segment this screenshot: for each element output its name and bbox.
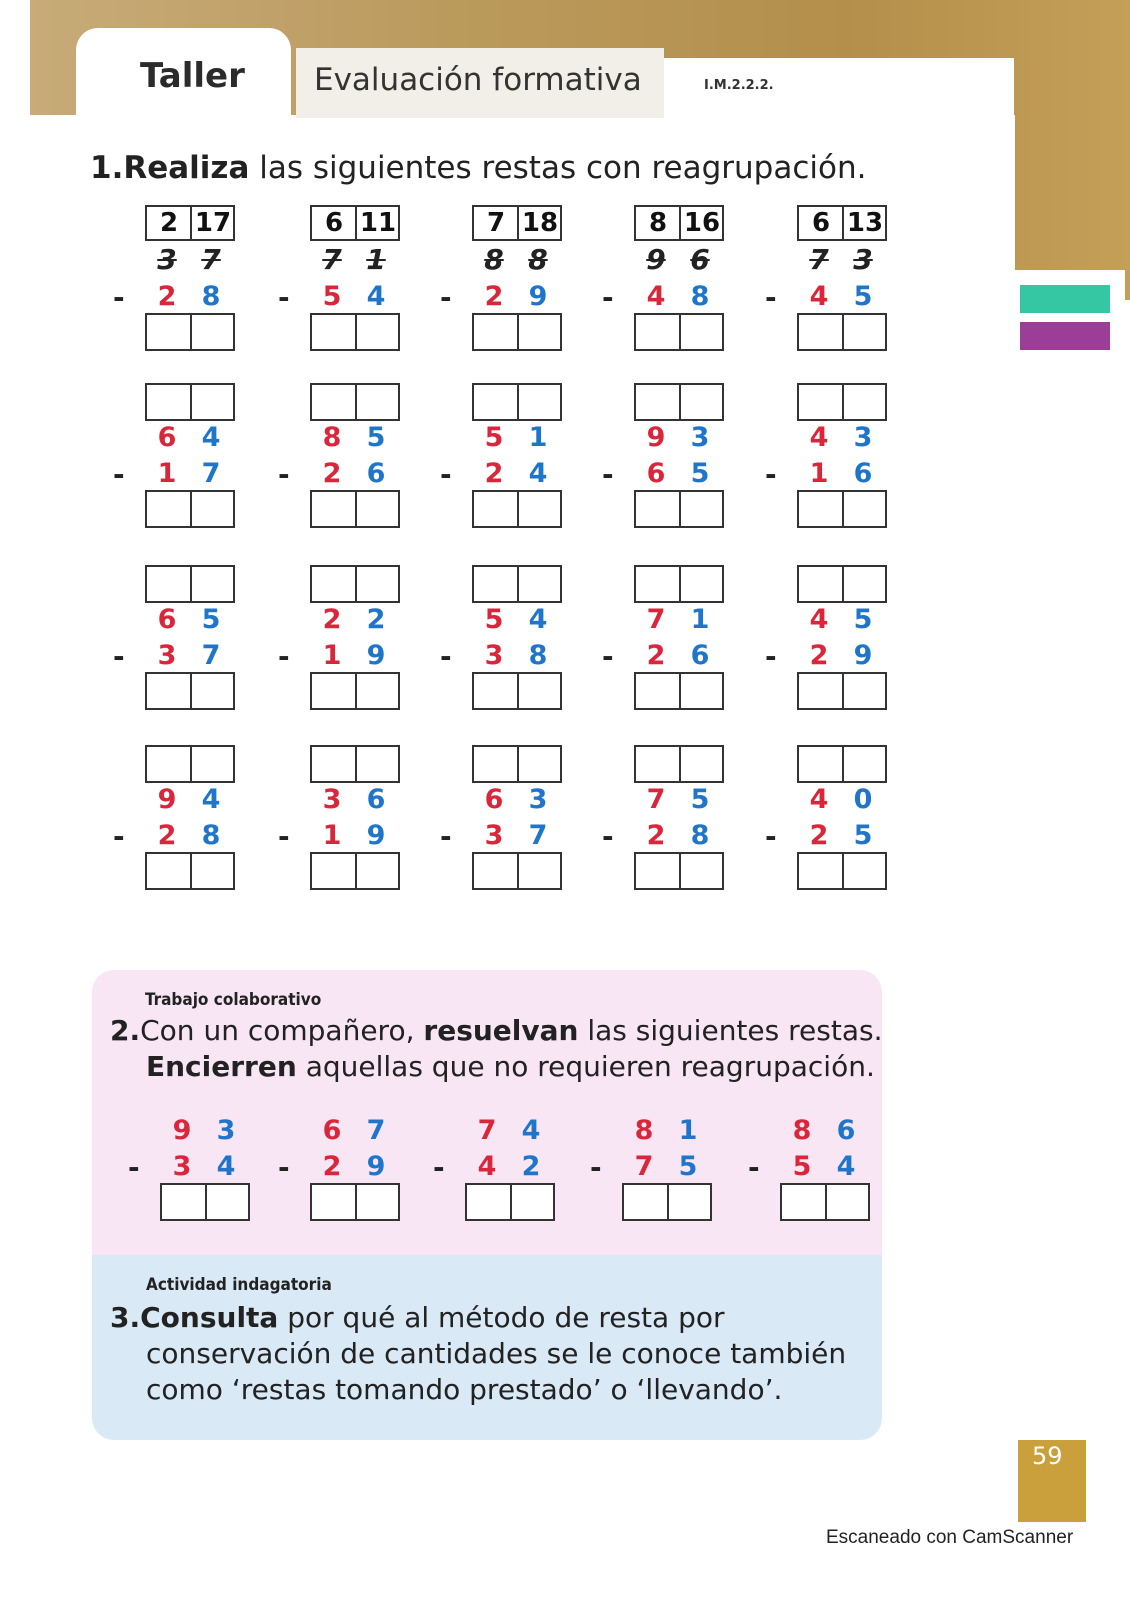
minuend-tens: 2 [322, 604, 342, 635]
problem-row2-3 [602, 380, 724, 530]
subtrahend-ones: 9 [366, 1151, 386, 1182]
minuend-tens: 6 [484, 784, 504, 815]
section2-label: Trabajo colaborativo [145, 990, 322, 1010]
problem-row3-0 [113, 562, 235, 712]
minuend-tens: 8 [792, 1115, 812, 1146]
problem-row4-1 [278, 742, 400, 892]
tab-taller-label: Taller [140, 56, 245, 96]
minuend-ones: 6 [836, 1115, 856, 1146]
minuend-tens: 6 [157, 604, 177, 635]
side-tab-teal [1020, 285, 1110, 313]
subtrahend-tens: 2 [646, 640, 666, 671]
struck-tens: 9 [646, 243, 666, 276]
regroup-ones: 13 [846, 208, 884, 238]
struck-ones: 1 [366, 243, 386, 276]
answer-box[interactable] [797, 313, 887, 351]
scanner-footer: Escaneado con CamScanner [826, 1527, 1074, 1548]
subtrahend-ones: 8 [690, 281, 710, 312]
minuend-ones: 3 [528, 784, 548, 815]
minuend-tens: 9 [172, 1115, 192, 1146]
struck-tens: 7 [322, 243, 342, 276]
minuend-tens: 4 [809, 422, 829, 453]
answer-box[interactable] [310, 1183, 400, 1221]
problem-s2-3 [590, 1115, 712, 1265]
regroup-tens: 2 [159, 208, 179, 238]
struck-ones: 7 [201, 243, 221, 276]
regroup-box [472, 205, 562, 241]
minuend-ones: 3 [853, 422, 873, 453]
problem-row3-3 [602, 562, 724, 712]
subtrahend-ones: 7 [201, 458, 221, 489]
subtrahend-tens: 3 [484, 640, 504, 671]
answer-regroup-box[interactable] [310, 383, 400, 421]
subtrahend-ones: 7 [201, 640, 221, 671]
minuend-ones: 3 [216, 1115, 236, 1146]
answer-regroup-box[interactable] [310, 565, 400, 603]
answer-box[interactable] [634, 852, 724, 890]
answer-regroup-box[interactable] [472, 745, 562, 783]
answer-regroup-box[interactable] [145, 383, 235, 421]
answer-box[interactable] [310, 672, 400, 710]
subtrahend-tens: 3 [157, 640, 177, 671]
subtrahend-tens: 1 [809, 458, 829, 489]
subtrahend-ones: 8 [528, 640, 548, 671]
minuend-ones: 2 [366, 604, 386, 635]
problem-s2-2 [433, 1115, 555, 1265]
subtrahend-tens: 2 [322, 1151, 342, 1182]
minuend-tens: 6 [322, 1115, 342, 1146]
minus-sign: - [590, 1151, 602, 1184]
struck-ones: 8 [528, 243, 548, 276]
regroup-box [797, 205, 887, 241]
section2-line1 [110, 1013, 882, 1049]
minuend-tens: 6 [157, 422, 177, 453]
minus-sign: - [765, 281, 777, 314]
minus-sign: - [278, 1151, 290, 1184]
problem-r1-3 [602, 205, 724, 355]
subtrahend-tens: 2 [484, 281, 504, 312]
struck-ones: 6 [690, 243, 710, 276]
answer-box[interactable] [145, 852, 235, 890]
subtrahend-tens: 2 [484, 458, 504, 489]
subtrahend-tens: 5 [792, 1151, 812, 1182]
subtrahend-tens: 1 [322, 640, 342, 671]
minuend-tens: 4 [809, 784, 829, 815]
subtrahend-ones: 9 [366, 820, 386, 851]
subtrahend-ones: 5 [853, 281, 873, 312]
minus-sign: - [602, 281, 614, 314]
minuend-tens: 4 [809, 604, 829, 635]
regroup-ones: 16 [683, 208, 721, 238]
subtrahend-tens: 5 [322, 281, 342, 312]
problem-row2-2 [440, 380, 562, 530]
subtrahend-tens: 2 [322, 458, 342, 489]
section1-title-bold: Realiza [123, 150, 250, 186]
problem-r1-2 [440, 205, 562, 355]
problem-s2-1 [278, 1115, 400, 1265]
minuend-ones: 0 [853, 784, 873, 815]
subtrahend-ones: 7 [528, 820, 548, 851]
section2-line2-bold: Encierren [146, 1050, 297, 1083]
minuend-tens: 5 [484, 604, 504, 635]
minus-sign: - [440, 820, 452, 853]
answer-box[interactable] [472, 852, 562, 890]
minus-sign: - [765, 820, 777, 853]
answer-box[interactable] [310, 313, 400, 351]
minuend-ones: 4 [521, 1115, 541, 1146]
answer-box[interactable] [472, 672, 562, 710]
subtrahend-ones: 5 [690, 458, 710, 489]
minuend-ones: 5 [201, 604, 221, 635]
subtrahend-ones: 6 [853, 458, 873, 489]
minus-sign: - [440, 458, 452, 491]
subtrahend-ones: 9 [528, 281, 548, 312]
section2-line1-pre: Con un compañero, [140, 1014, 424, 1047]
minuend-tens: 3 [322, 784, 342, 815]
struck-tens: 7 [809, 243, 829, 276]
problem-s2-0 [128, 1115, 250, 1265]
problem-r1-1 [278, 205, 400, 355]
problem-r1-4 [765, 205, 887, 355]
answer-box[interactable] [145, 490, 235, 528]
minuend-tens: 5 [484, 422, 504, 453]
subtrahend-ones: 6 [690, 640, 710, 671]
minus-sign: - [602, 458, 614, 491]
answer-regroup-box[interactable] [797, 565, 887, 603]
minus-sign: - [278, 281, 290, 314]
minus-sign: - [278, 640, 290, 673]
subtrahend-tens: 2 [809, 640, 829, 671]
minus-sign: - [602, 820, 614, 853]
answer-box[interactable] [797, 490, 887, 528]
minus-sign: - [765, 640, 777, 673]
subtrahend-tens: 4 [477, 1151, 497, 1182]
minuend-ones: 5 [366, 422, 386, 453]
subtrahend-ones: 6 [366, 458, 386, 489]
answer-regroup-box[interactable] [145, 745, 235, 783]
answer-box[interactable] [310, 852, 400, 890]
subtrahend-ones: 2 [521, 1151, 541, 1182]
minuend-tens: 7 [646, 784, 666, 815]
skill-code-label: I.M.2.2.2. [704, 78, 774, 93]
section3-label: Actividad indagatoria [146, 1275, 332, 1295]
answer-regroup-box[interactable] [472, 383, 562, 421]
minuend-ones: 5 [690, 784, 710, 815]
subtrahend-tens: 4 [809, 281, 829, 312]
subtrahend-tens: 3 [172, 1151, 192, 1182]
minuend-tens: 9 [157, 784, 177, 815]
section2-line2 [146, 1049, 875, 1085]
minuend-ones: 1 [690, 604, 710, 635]
subtrahend-ones: 4 [836, 1151, 856, 1182]
subtrahend-tens: 4 [646, 281, 666, 312]
subtrahend-ones: 4 [528, 458, 548, 489]
answer-box[interactable] [472, 490, 562, 528]
answer-box[interactable] [160, 1183, 250, 1221]
minus-sign: - [440, 281, 452, 314]
section1-title [90, 150, 866, 186]
problem-r1-0 [113, 205, 235, 355]
subtrahend-tens: 6 [646, 458, 666, 489]
problem-row2-0 [113, 380, 235, 530]
section2-line2-post: aquellas que no requieren reagrupación. [296, 1050, 875, 1083]
problem-s2-4 [748, 1115, 870, 1265]
subtrahend-ones: 8 [201, 820, 221, 851]
answer-regroup-box[interactable] [797, 383, 887, 421]
minuend-ones: 4 [201, 784, 221, 815]
subtrahend-tens: 1 [322, 820, 342, 851]
minuend-ones: 1 [678, 1115, 698, 1146]
struck-tens: 8 [484, 243, 504, 276]
answer-box[interactable] [145, 313, 235, 351]
minus-sign: - [765, 458, 777, 491]
answer-box[interactable] [797, 852, 887, 890]
tab-evaluacion-label: Evaluación formativa [314, 62, 642, 98]
tab-evaluacion [296, 48, 664, 118]
regroup-box [310, 205, 400, 241]
section3-number: 3. [110, 1301, 141, 1334]
minus-sign: - [128, 1151, 140, 1184]
page-number: 59 [1032, 1442, 1063, 1470]
regroup-box [145, 205, 235, 241]
answer-box[interactable] [465, 1183, 555, 1221]
minus-sign: - [113, 820, 125, 853]
subtrahend-ones: 8 [201, 281, 221, 312]
problem-row3-4 [765, 562, 887, 712]
minus-sign: - [433, 1151, 445, 1184]
section1-title-rest: las siguientes restas con reagrupación. [249, 150, 867, 186]
subtrahend-ones: 9 [366, 640, 386, 671]
answer-box[interactable] [797, 672, 887, 710]
minuend-tens: 7 [646, 604, 666, 635]
problem-row2-1 [278, 380, 400, 530]
subtrahend-tens: 2 [157, 820, 177, 851]
minus-sign: - [278, 458, 290, 491]
tab-taller [76, 28, 291, 128]
regroup-tens: 6 [324, 208, 344, 238]
answer-box[interactable] [780, 1183, 870, 1221]
problem-row4-0 [113, 742, 235, 892]
answer-regroup-box[interactable] [145, 565, 235, 603]
page-margin-right [1015, 270, 1125, 1600]
subtrahend-ones: 5 [853, 820, 873, 851]
regroup-ones: 17 [194, 208, 232, 238]
side-tab-purple [1020, 322, 1110, 350]
answer-regroup-box[interactable] [472, 565, 562, 603]
regroup-tens: 8 [648, 208, 668, 238]
subtrahend-tens: 2 [809, 820, 829, 851]
minus-sign: - [602, 640, 614, 673]
minuend-ones: 3 [690, 422, 710, 453]
section3-line2: conservación de cantidades se le conoce también [146, 1337, 847, 1370]
section2-line1-bold: resuelvan [423, 1014, 579, 1047]
subtrahend-tens: 1 [157, 458, 177, 489]
minuend-tens: 9 [646, 422, 666, 453]
minus-sign: - [440, 640, 452, 673]
regroup-tens: 7 [486, 208, 506, 238]
regroup-ones: 18 [521, 208, 559, 238]
problem-row3-1 [278, 562, 400, 712]
minuend-ones: 4 [201, 422, 221, 453]
problem-row4-3 [602, 742, 724, 892]
section3-line1-rest: por qué al método de resta por [278, 1301, 725, 1334]
answer-box[interactable] [472, 313, 562, 351]
minus-sign: - [278, 820, 290, 853]
answer-box[interactable] [634, 490, 724, 528]
answer-regroup-box[interactable] [797, 745, 887, 783]
subtrahend-ones: 9 [853, 640, 873, 671]
minuend-tens: 8 [322, 422, 342, 453]
subtrahend-tens: 2 [157, 281, 177, 312]
subtrahend-tens: 2 [646, 820, 666, 851]
subtrahend-ones: 4 [216, 1151, 236, 1182]
regroup-box [634, 205, 724, 241]
subtrahend-ones: 5 [678, 1151, 698, 1182]
answer-regroup-box[interactable] [310, 745, 400, 783]
subtrahend-ones: 8 [690, 820, 710, 851]
answer-box[interactable] [145, 672, 235, 710]
page-margin-left [0, 0, 30, 1600]
minuend-ones: 5 [853, 604, 873, 635]
answer-regroup-box[interactable] [634, 383, 724, 421]
skill-code [664, 58, 1014, 118]
section3-line1 [110, 1300, 725, 1336]
answer-box[interactable] [622, 1183, 712, 1221]
regroup-ones: 11 [359, 208, 397, 238]
minuend-ones: 1 [528, 422, 548, 453]
section1-number: 1. [90, 150, 124, 186]
minus-sign: - [113, 640, 125, 673]
minuend-tens: 7 [477, 1115, 497, 1146]
subtrahend-tens: 3 [484, 820, 504, 851]
minuend-tens: 8 [634, 1115, 654, 1146]
minus-sign: - [113, 281, 125, 314]
minus-sign: - [748, 1151, 760, 1184]
minuend-ones: 7 [366, 1115, 386, 1146]
answer-box[interactable] [634, 313, 724, 351]
minus-sign: - [113, 458, 125, 491]
struck-ones: 3 [853, 243, 873, 276]
answer-box[interactable] [634, 672, 724, 710]
answer-box[interactable] [310, 490, 400, 528]
regroup-tens: 6 [811, 208, 831, 238]
page-number-badge [1018, 1440, 1086, 1522]
struck-tens: 3 [157, 243, 177, 276]
answer-regroup-box[interactable] [634, 565, 724, 603]
problem-row3-2 [440, 562, 562, 712]
subtrahend-ones: 4 [366, 281, 386, 312]
minuend-ones: 4 [528, 604, 548, 635]
section2-line1-post: las siguientes restas. [578, 1014, 883, 1047]
problem-row4-4 [765, 742, 887, 892]
section2-number: 2. [110, 1014, 141, 1047]
subtrahend-tens: 7 [634, 1151, 654, 1182]
section3-bold: Consulta [140, 1301, 279, 1334]
answer-regroup-box[interactable] [634, 745, 724, 783]
problem-row2-4 [765, 380, 887, 530]
minuend-ones: 6 [366, 784, 386, 815]
problem-row4-2 [440, 742, 562, 892]
section3-line3: como ‘restas tomando prestado’ o ‘llevando’. [146, 1373, 783, 1406]
